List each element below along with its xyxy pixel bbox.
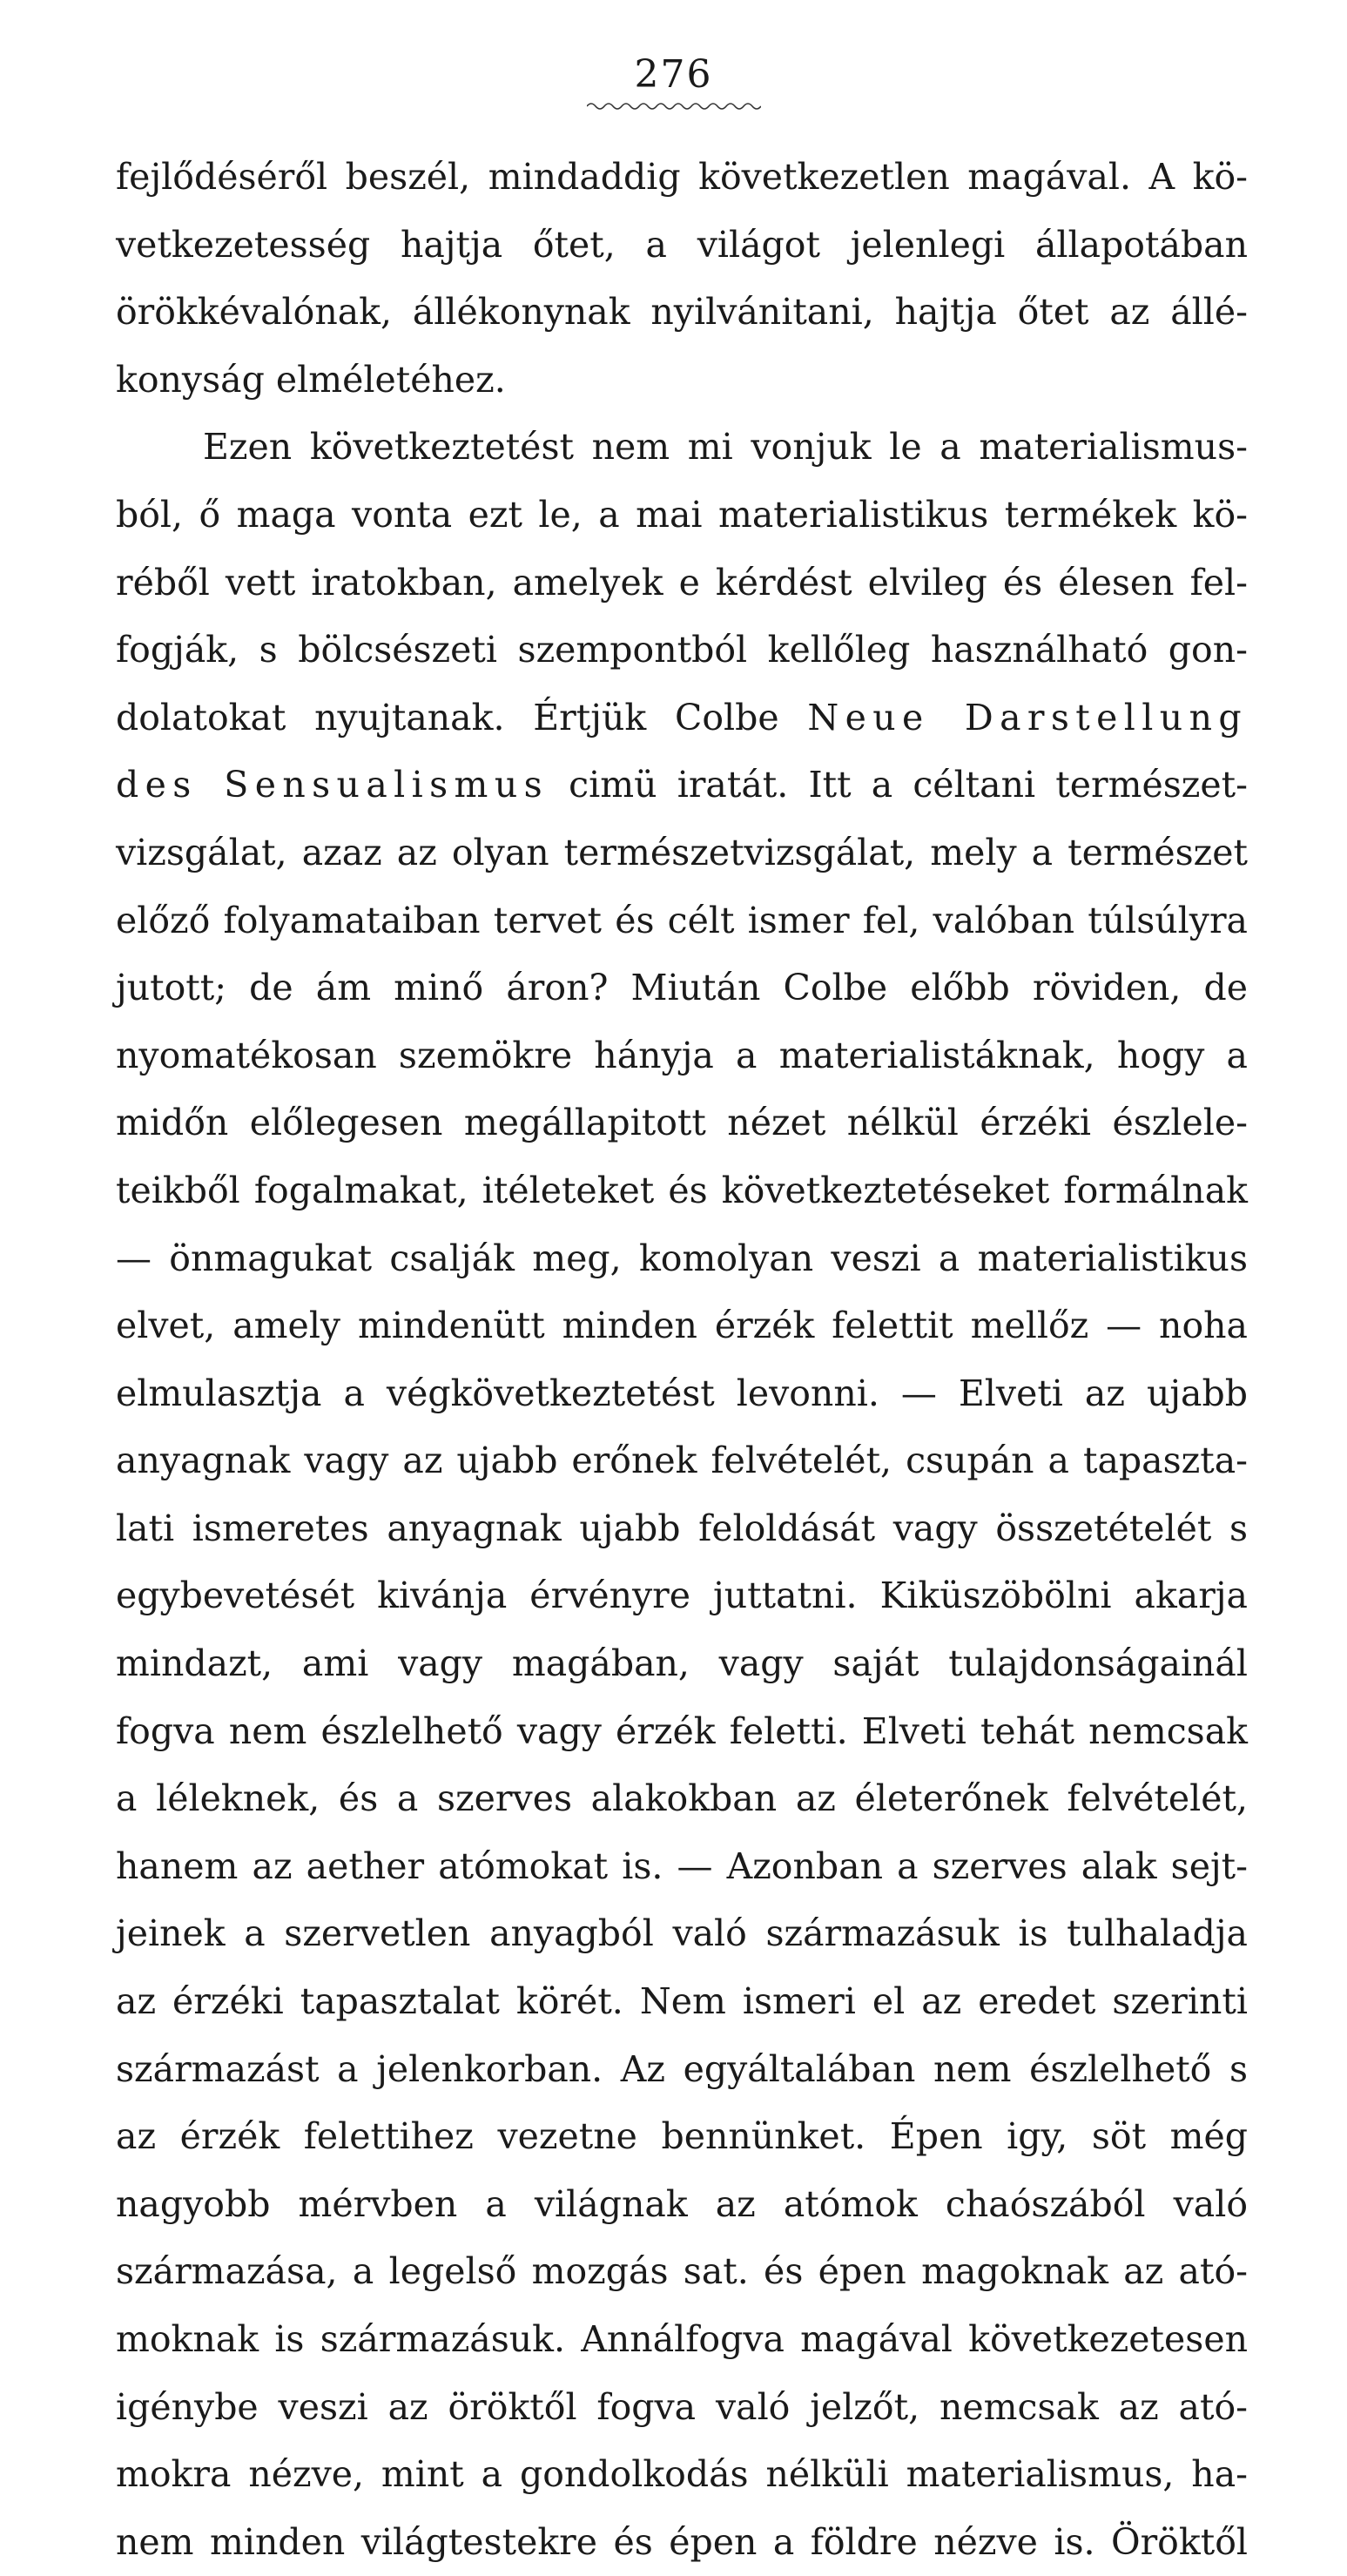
text-line: fogva nem észlelhető vagy érzék feletti. Elveti tehát nemcsak: [116, 1709, 1248, 1752]
text-line: Ezen következtetést nem mi vonjuk le a materialismus-: [203, 426, 1248, 469]
text-line: származást a jelenkorban. Az egyáltalában nem észlelhető s: [116, 2047, 1248, 2090]
text-line: igénybe veszi az öröktől fogva való jelzőt, nemcsak az ató-: [116, 2385, 1248, 2428]
text-line: konyság elméletéhez.: [116, 358, 506, 401]
text-line: előző folyamataiban tervet és célt ismer fel, valóban túlsúlyra: [116, 899, 1248, 941]
text-line: elmulasztja a végkövetkeztetést levonni. — Elveti az ujabb: [116, 1372, 1248, 1414]
text-line: vizsgálat, azaz az olyan természetvizsgálat, mely a természet: [116, 831, 1248, 873]
text-line: teikből fogalmakat, itéleteket és következtetéseket formálnak: [116, 1169, 1248, 1211]
text-line: örökkévalónak, állékonynak nyilvánitani, hajtja őtet az állé-: [116, 291, 1248, 334]
text-segment: dolatokat nyujtanak. Értjük Colbe: [116, 696, 808, 738]
text-line: fogják, s bölcsészeti szempontból kellőleg használható gon-: [116, 629, 1248, 671]
text-segment: cimü iratát. Itt a céltani természet-: [549, 764, 1248, 806]
text-line: jeinek a szervetlen anyagból való származásuk is tulhaladja: [116, 1912, 1248, 1955]
text-line: nyomatékosan szemökre hányja a materialistáknak, hogy a: [116, 1034, 1248, 1076]
text-line: anyagnak vagy az ujabb erőnek felvételét, csupán a tapaszta-: [116, 1440, 1248, 1482]
text-line: egybevetését kivánja érvényre juttatni. Kiküszöbölni akarja: [116, 1575, 1248, 1617]
text-line: nem minden világtestekre és épen a földre nézve is. Öröktől: [116, 2520, 1248, 2563]
text-line: mokra nézve, mint a gondolkodás nélküli materialismus, ha-: [116, 2453, 1248, 2496]
text-line: nagyobb mérvben a világnak az atómok chaószából való: [116, 2182, 1248, 2225]
text-line: — önmagukat csalják meg, komolyan veszi a materialistikus: [116, 1237, 1248, 1279]
body-text: [116, 144, 1248, 2576]
text-line: [116, 752, 1248, 819]
page-number: 276: [634, 52, 713, 97]
text-line: [116, 684, 1248, 752]
text-line: elvet, amely mindenütt minden érzék felettit mellőz — noha: [116, 1305, 1248, 1347]
text-line: hanem az aether atómokat is. — Azonban a szerves alak sejt-: [116, 1844, 1248, 1887]
text-line: moknak is származásuk. Annálfogva magával következetesen: [116, 2318, 1248, 2360]
spaced-title-text: des Sensualismus: [116, 764, 549, 806]
text-line: fejlődéséről beszél, mindaddig következetlen magával. A kö-: [116, 156, 1248, 198]
text-line: vetkezetesség hajtja őtet, a világot jelenlegi állapotában: [116, 223, 1248, 266]
spaced-title-text: Neue Darstellung: [807, 696, 1248, 738]
text-line: lati ismeretes anyagnak ujabb feloldását vagy összetételét s: [116, 1507, 1248, 1549]
text-line: az érzék felettihez vezetne bennünket. Épen igy, söt még: [116, 2115, 1248, 2158]
text-line: származása, a legelső mozgás sat. és épen magoknak az ató-: [116, 2250, 1248, 2293]
text-line: midőn előlegesen megállapitott nézet nélkül érzéki észlele-: [116, 1102, 1248, 1144]
text-line: az érzéki tapasztalat körét. Nem ismeri el az eredet szerinti: [116, 1980, 1248, 2023]
text-line: réből vett iratokban, amelyek e kérdést elvileg és élesen fel-: [116, 561, 1248, 604]
text-line: jutott; de ám minő áron? Miután Colbe előbb röviden, de: [116, 967, 1248, 1009]
text-line: ból, ő maga vonta ezt le, a mai materialistikus termékek kö-: [116, 493, 1248, 536]
text-line: a léleknek, és a szerves alakokban az életerőnek felvételét,: [116, 1777, 1248, 1820]
page-number-ornament: [587, 99, 761, 113]
text-line: mindazt, ami vagy magában, vagy saját tulajdonságainál: [116, 1642, 1248, 1685]
